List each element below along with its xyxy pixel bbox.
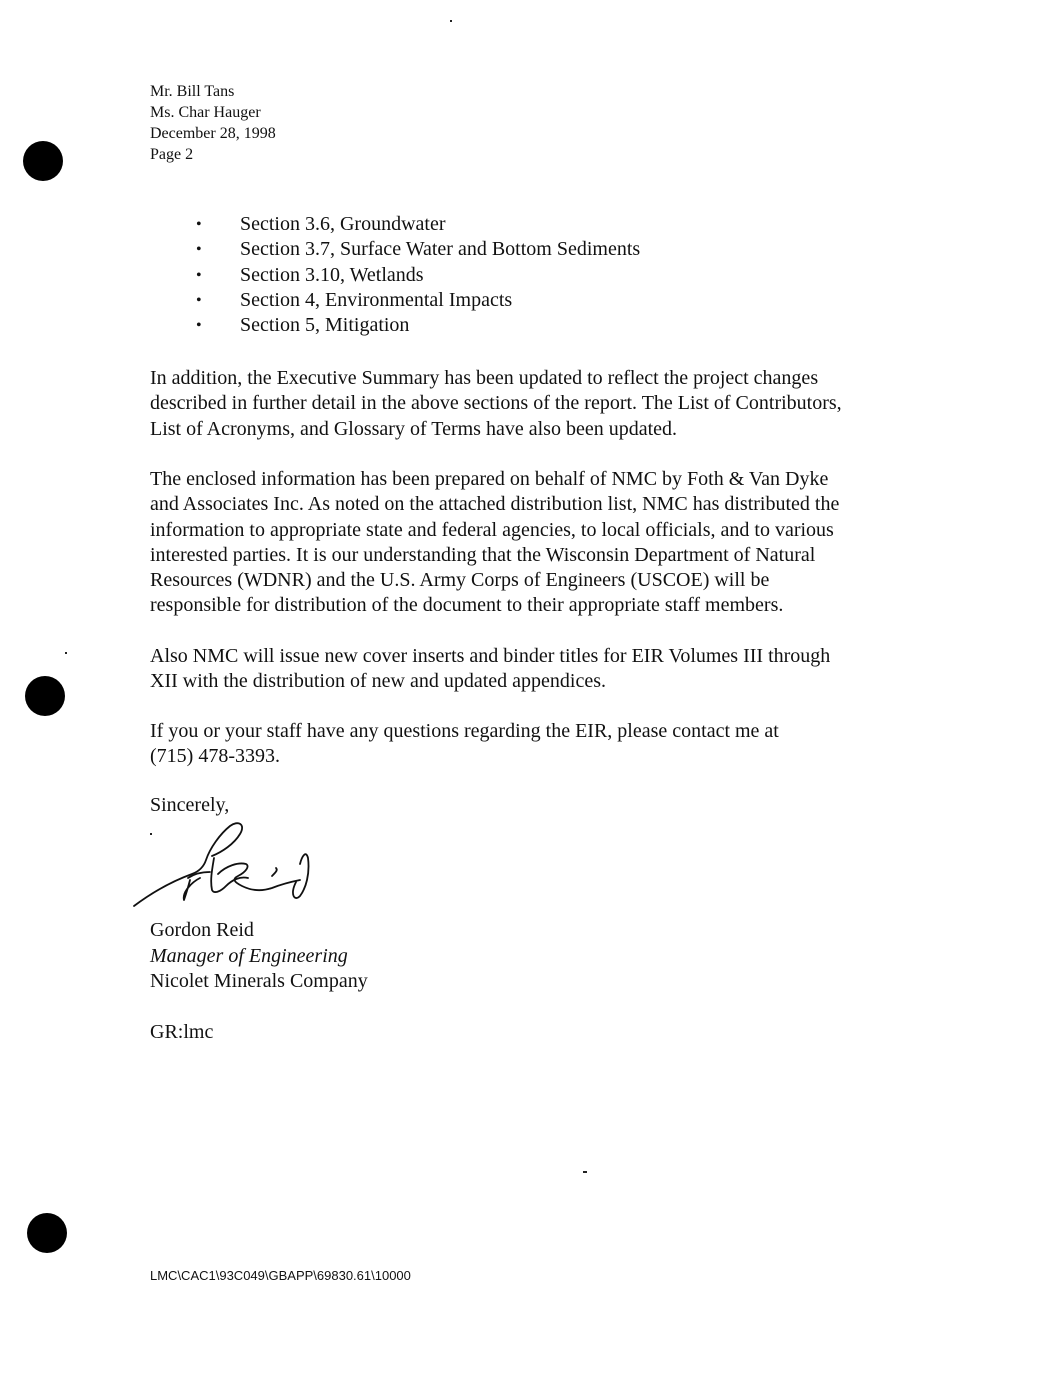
paragraph-line: information to appropriate state and federal agencies, to local officials, and to various (150, 518, 834, 541)
paragraph-line: described in further detail in the above sections of the report. The List of Contributors, (150, 392, 842, 415)
paragraph-enclosed-information (150, 467, 839, 619)
signature-block (150, 918, 368, 995)
sections-list (196, 212, 640, 338)
scan-speck (65, 652, 67, 654)
paragraph-line: XII with the distribution of new and updated appendices. (150, 670, 606, 693)
closing: Sincerely, (150, 794, 230, 816)
scan-speck (450, 20, 452, 22)
recipient-2: Ms. Char Hauger (150, 104, 261, 121)
paragraph-contact (150, 719, 779, 770)
paragraph-cover-inserts (150, 644, 830, 695)
paragraph-line: and Associates Inc. As noted on the attached distribution list, NMC has distributed the (150, 493, 840, 516)
signatory-name: Gordon Reid (150, 919, 254, 941)
paragraph-line: interested parties. It is our understanding that the Wisconsin Department of Natural (150, 543, 816, 566)
letter-header (150, 81, 276, 165)
paragraph-executive-summary (150, 366, 842, 442)
handwritten-signature (130, 818, 320, 910)
binder-hole-top (23, 141, 63, 181)
document-path: LMC\CAC1\93C049\GBAPP\69830.61\10000 (150, 1268, 411, 1283)
paragraph-line: In addition, the Executive Summary has been updated to reflect the project changes (150, 367, 819, 389)
paragraph-line: Also NMC will issue new cover inserts and binder titles for EIR Volumes III through (150, 645, 831, 667)
binder-hole-bottom (27, 1213, 67, 1253)
recipient-1: Mr. Bill Tans (150, 83, 235, 100)
list-item: • Section 3.7, Surface Water and Bottom Sediments (196, 237, 640, 262)
letter-date: December 28, 1998 (150, 125, 276, 142)
paragraph-line: The enclosed information has been prepared on behalf of NMC by Foth & Van Dyke (150, 468, 829, 490)
scan-speck (583, 1171, 587, 1173)
list-item: • Section 3.6, Groundwater (196, 212, 640, 237)
signatory-title: Manager of Engineering (150, 944, 348, 967)
paragraph-line: List of Acronyms, and Glossary of Terms have also been updated. (150, 417, 678, 440)
list-item: • Section 3.10, Wetlands (196, 263, 640, 288)
paragraph-line: (715) 478-3393. (150, 745, 280, 768)
paragraph-line: Resources (WDNR) and the U.S. Army Corps of Engineers (USCOE) will be (150, 569, 770, 592)
list-item: • Section 5, Mitigation (196, 313, 640, 338)
binder-hole-middle (25, 676, 65, 716)
typist-initials: GR:lmc (150, 1021, 214, 1043)
paragraph-line: If you or your staff have any questions regarding the EIR, please contact me at (150, 720, 779, 742)
list-item: • Section 4, Environmental Impacts (196, 288, 640, 313)
signatory-company: Nicolet Minerals Company (150, 970, 368, 992)
paragraph-line: responsible for distribution of the document to their appropriate staff members. (150, 594, 784, 617)
page-number: Page 2 (150, 146, 194, 163)
